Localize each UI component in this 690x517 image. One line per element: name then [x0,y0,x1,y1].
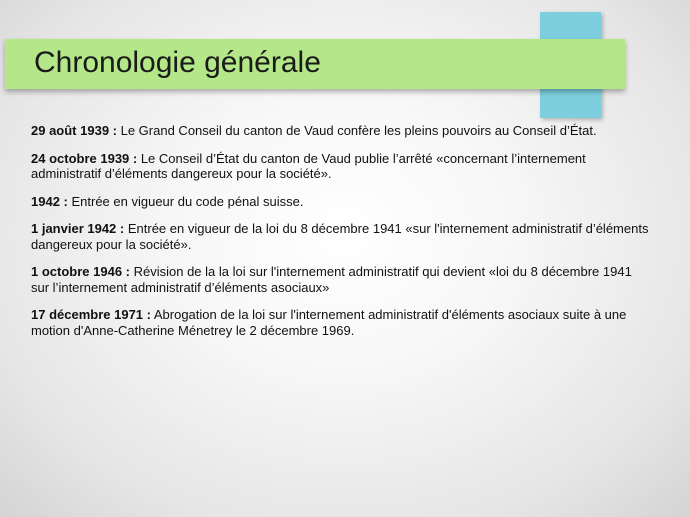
entry-date: 1 octobre 1946 : [31,264,130,279]
entry-text: Le Conseil d’État du canton de Vaud publie l’arrêté «concernant l’internement administratif d’éléments dangereux pour la société». [31,150,586,181]
timeline-entry [31,194,651,210]
entry-text: Révision de la la loi sur l'internement administratif qui devient «loi du 8 décembre 1941 sur l’internement administratif d’éléments asociaux» [31,264,632,295]
entry-text: Abrogation de la loi sur l'internement administratif d'éléments asociaux suite à une motion d'Anne-Catherine Ménetrey le 2 décembre 1969. [31,307,627,338]
entry-text: Le Grand Conseil du canton de Vaud confère les pleins pouvoirs au Conseil d’État. [117,123,597,138]
timeline-entry [31,221,651,252]
entry-date: 1 janvier 1942 : [31,221,125,236]
entry-text: Entrée en vigueur de la loi du 8 décembre 1941 «sur l'internement administratif d’éléments dangereux pour la société». [31,221,649,252]
title-bar [5,39,625,89]
timeline-entry [31,264,651,295]
entry-text: Entrée en vigueur du code pénal suisse. [67,193,304,209]
entry-date: 1942 : [31,193,68,209]
timeline-entry [31,151,651,182]
entry-date: 17 décembre 1971 : [31,307,151,322]
timeline-list [31,123,651,350]
entry-date: 24 octobre 1939 : [31,150,138,166]
slide-title: Chronologie générale [34,46,321,79]
entry-date: 29 août 1939 : [31,123,117,138]
timeline-entry [31,123,651,139]
timeline-entry [31,307,651,338]
